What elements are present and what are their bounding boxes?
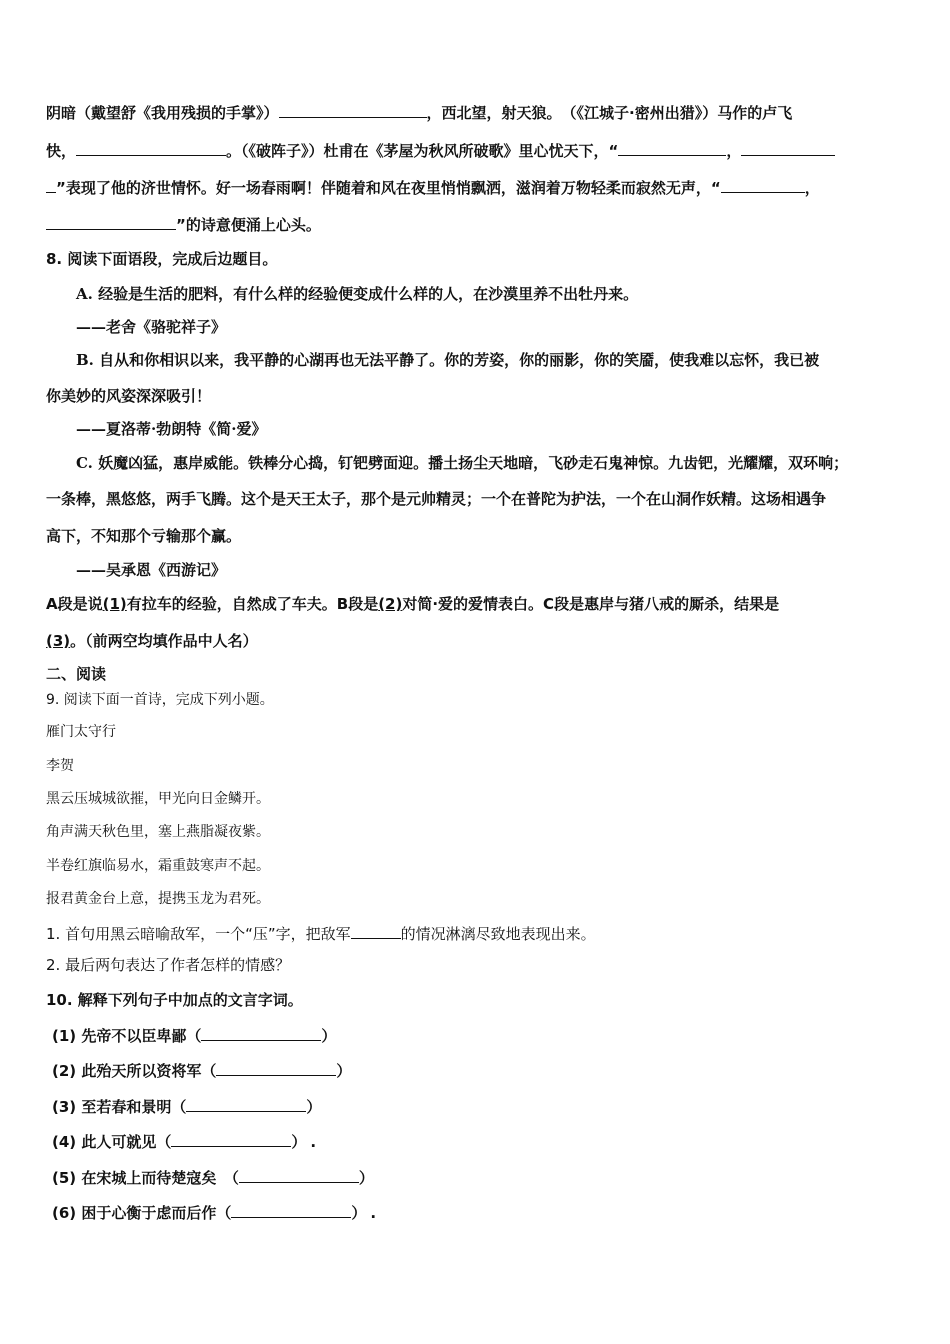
answer-blank[interactable]: [171, 1130, 291, 1147]
fill-text: ，: [804, 179, 820, 197]
passage-a-text: A. 经验是生活的肥料，有什么样的经验便变成什么样的人，在沙漠里养不出牡丹来。: [76, 285, 639, 303]
fill-text: 。（《破阵子》）杜甫在《茅屋为秋风所破歌》里心忧天下，“: [226, 142, 619, 160]
answer-line: [46, 631, 258, 651]
answer-blank-3[interactable]: (3): [46, 632, 71, 650]
answer-blank[interactable]: [618, 139, 726, 156]
question-10-title: 10. 解释下列句子中加点的文言字词。: [46, 991, 303, 1009]
question-8-title: 8. 阅读下面语段，完成后边题目。: [46, 250, 278, 268]
question-9-title: 9. 阅读下面一首诗，完成下列小题。: [46, 692, 274, 708]
passage-b-text: B. 自从和你相识以来，我平静的心湖再也无法平静了。你的芳姿，你的丽影，你的笑靥，使我难以忘怀，我已被: [76, 351, 820, 369]
answer-blank[interactable]: [216, 1059, 336, 1076]
close-paren: ）: [351, 1204, 367, 1222]
answer-text: A段是说: [46, 595, 103, 613]
poem-line: 半卷红旗临易水，霜重鼓寒声不起。: [46, 858, 270, 874]
passage-b-source: ——夏洛蒂·勃朗特《简·爱》: [76, 420, 267, 438]
answer-blank[interactable]: [46, 176, 56, 193]
item-text: (4) 此人可就见（: [52, 1133, 172, 1151]
fill-text: 阴暗（戴望舒《我用残损的手掌》）: [46, 104, 279, 122]
poem-line: 角声满天秋色里，塞上燕脂凝夜紫。: [46, 824, 270, 840]
passage-a-source: ——老舍《骆驼祥子》: [76, 318, 227, 336]
answer-blank[interactable]: [76, 139, 226, 156]
passage-c-source: ——吴承恩《西游记》: [76, 561, 227, 579]
passage-c-text: 高下，不知那个亏输那个赢。: [46, 527, 242, 545]
fill-text: ”表现了他的济世情怀。好一场春雨啊！伴随着和风在夜里悄悄飘洒，滋润着万物轻柔而寂然无声，“: [56, 179, 721, 197]
answer-blank[interactable]: [239, 1166, 359, 1183]
answer-blank[interactable]: [201, 1024, 321, 1041]
fill-line-2: [46, 139, 835, 161]
close-paren: ）: [306, 1098, 322, 1116]
classical-item: [52, 1130, 316, 1152]
section-heading: 二、阅读: [46, 665, 107, 683]
sub-question-text: 的情况淋漓尽致地表现出来。: [400, 925, 596, 943]
answer-blank-1[interactable]: (1): [102, 595, 127, 613]
classical-item: [52, 1095, 321, 1117]
poem-line: 黑云压城城欲摧，甲光向日金鳞开。: [46, 791, 270, 807]
fill-line-3: [46, 176, 820, 198]
answer-blank[interactable]: [351, 922, 401, 939]
close-paren: ）: [291, 1133, 307, 1151]
fill-line-1: [46, 101, 792, 123]
fill-text: ，西北望，射天狼。 （《江城子·密州出猎》）马作的卢飞: [426, 104, 793, 122]
answer-blank[interactable]: [741, 139, 835, 156]
poem-line: 报君黄金台上意，提携玉龙为君死。: [46, 891, 270, 907]
answer-text: 有拉车的经验，自然成了车夫。B段是: [126, 595, 379, 613]
fill-text: ”的诗意便涌上心头。: [176, 216, 321, 234]
answer-text: 。（前两空均填作品中人名）: [70, 632, 258, 650]
poem-author: 李贺: [46, 758, 74, 774]
close-paren: ）: [336, 1062, 352, 1080]
poem-title: 雁门太守行: [46, 724, 116, 740]
answer-blank[interactable]: [46, 213, 176, 230]
classical-item: [52, 1024, 336, 1046]
passage-c-text: C. 妖魔凶猛，惠岸威能。铁棒分心捣，钉钯劈面迎。播土扬尘天地暗，飞砂走石鬼神惊。九齿钯，光耀耀，双环响；: [76, 454, 849, 472]
classical-item: [52, 1201, 376, 1223]
answer-text: 对简·爱的爱情表白。C段是惠岸与猪八戒的厮杀，结果是: [402, 595, 780, 613]
passage-c-text: 一条棒，黑悠悠，两手飞腾。这个是天王太子，那个是元帅精灵；一个在普陀为护法，一个在山洞作妖精。这场相遇争: [46, 490, 827, 508]
close-paren: ）: [358, 1169, 374, 1187]
answer-blank[interactable]: [279, 101, 427, 118]
fill-line-4: [46, 213, 321, 235]
sub-question-1: [46, 922, 596, 944]
sub-question-2: 2. 最后两句表达了作者怎样的情感？: [46, 956, 291, 974]
passage-b-text: 你美妙的风姿深深吸引！: [46, 387, 212, 405]
trailing-dot: .: [370, 1204, 377, 1222]
answer-blank-2[interactable]: (2): [378, 595, 403, 613]
item-text: (3) 至若春和景明（: [52, 1098, 187, 1116]
close-paren: ）: [321, 1027, 337, 1045]
answer-blank[interactable]: [721, 176, 805, 193]
classical-item: [52, 1059, 351, 1081]
classical-item: [52, 1166, 374, 1188]
item-text: (1) 先帝不以臣卑鄙（: [52, 1027, 202, 1045]
item-text: (5) 在宋城上而待楚寇矣 （: [52, 1169, 239, 1187]
answer-blank[interactable]: [231, 1201, 351, 1218]
sub-question-text: 1. 首句用黑云暗喻敌军，一个“压”字，把敌军: [46, 925, 351, 943]
answer-line: [46, 594, 779, 614]
item-text: (2) 此殆天所以资将军（: [52, 1062, 217, 1080]
fill-text: ，: [726, 142, 742, 160]
item-text: (6) 困于心衡于虑而后作（: [52, 1204, 232, 1222]
fill-text: 快，: [46, 142, 77, 160]
answer-blank[interactable]: [186, 1095, 306, 1112]
trailing-dot: .: [310, 1133, 317, 1151]
